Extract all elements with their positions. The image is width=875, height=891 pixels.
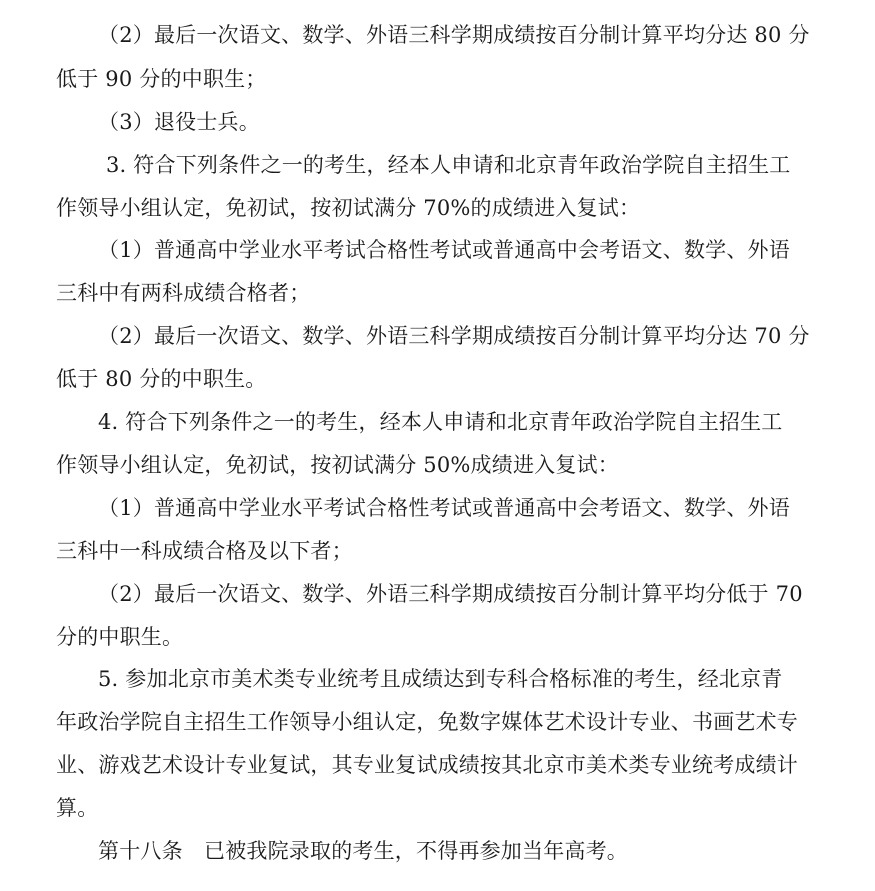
text-line: 年政治学院自主招生工作领导小组认定，免数字媒体艺术设计专业、书画艺术专 xyxy=(56,710,798,734)
text-line: 三科中一科成绩合格及以下者； xyxy=(56,539,353,563)
text-line: （3）退役士兵。 xyxy=(98,110,260,134)
text-line: 三科中有两科成绩合格者； xyxy=(56,281,311,305)
text-line: 作领导小组认定，免初试，按初试满分 70%的成绩进入复试： xyxy=(56,196,641,220)
text-line: （1）普通高中学业水平考试合格性考试或普通高中会考语文、数学、外语 xyxy=(98,496,790,520)
text-line: 分的中职生。 xyxy=(56,625,184,649)
text-line: 5. 参加北京市美术类专业统考且成绩达到专科合格标准的考生，经北京青 xyxy=(98,667,783,691)
text-line: 低于 90 分的中职生； xyxy=(56,67,267,91)
text-line: （2）最后一次语文、数学、外语三科学期成绩按百分制计算平均分达 80 分 xyxy=(98,23,810,47)
text-line: 3. 符合下列条件之一的考生，经本人申请和北京青年政治学院自主招生工 xyxy=(106,153,791,177)
text-line: 4. 符合下列条件之一的考生，经本人申请和北京青年政治学院自主招生工 xyxy=(98,410,783,434)
text-line: （2）最后一次语文、数学、外语三科学期成绩按百分制计算平均分低于 70 xyxy=(98,582,803,606)
text-line: 低于 80 分的中职生。 xyxy=(56,367,267,391)
text-line: 业、游戏艺术设计专业复试，其专业复试成绩按其北京市美术类专业统考成绩计 xyxy=(56,753,798,777)
text-line: 算。 xyxy=(56,796,99,820)
text-line: 第十八条 已被我院录取的考生，不得再参加当年高考。 xyxy=(98,839,628,863)
text-line: （1）普通高中学业水平考试合格性考试或普通高中会考语文、数学、外语 xyxy=(98,238,790,262)
text-line: 作领导小组认定，免初试，按初试满分 50%成绩进入复试： xyxy=(56,453,619,477)
text-line: （2）最后一次语文、数学、外语三科学期成绩按百分制计算平均分达 70 分 xyxy=(98,324,810,348)
